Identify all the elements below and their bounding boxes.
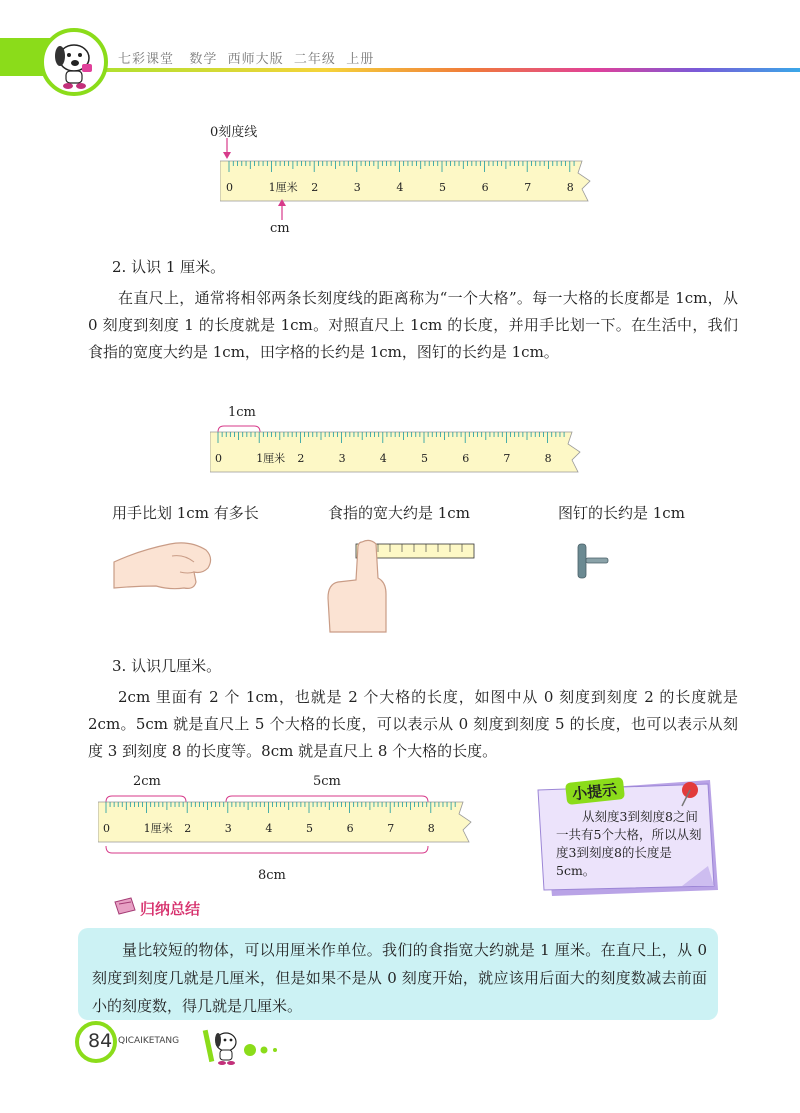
section-2-heading: 2. 认识 1 厘米。 <box>112 258 226 276</box>
thumbtack-illustration <box>574 538 614 584</box>
ruler-tick-label: 3 <box>353 181 361 194</box>
footer-mascot-icon <box>200 1020 290 1068</box>
ruler-tick-label: 8 <box>544 452 552 465</box>
ruler-tick-label: 0 <box>215 452 222 465</box>
summary-text: 量比较短的物体，可以用厘米作单位。我们的食指宽大约就是 1 厘米。在直尺上，从 0 刻度到刻度几就是几厘米，但是如果不是从 0 刻度开始，就应该用后面大的刻度数减去前面小的刻度数，得几就是几厘米。 <box>92 941 707 1015</box>
ruler-tick-label: 3 <box>224 822 232 835</box>
ruler-tick-label: 8 <box>427 822 435 835</box>
ruler-3-bottom-bracket <box>98 844 443 860</box>
ruler-tick-label: 7 <box>387 822 395 835</box>
header-title: 七彩课堂 数学 西师大版 二年级 上册 <box>118 52 375 67</box>
ruler-tick-label: 3 <box>338 452 346 465</box>
ruler-tick-label: 4 <box>265 822 273 835</box>
ruler-2 <box>210 430 590 482</box>
ruler-tick-label: 2 <box>184 822 192 835</box>
ruler-tick-label: 6 <box>346 822 354 835</box>
cm-arrow <box>277 198 287 220</box>
finger-ruler-illustration <box>326 538 476 638</box>
cm-label: cm <box>270 221 290 236</box>
ruler-tick-label: 8 <box>566 181 574 194</box>
ruler-tick-label: 4 <box>379 452 387 465</box>
caption-finger: 食指的宽大约是 1cm <box>328 504 470 522</box>
ruler-tick-label: 1厘米 <box>143 822 173 835</box>
zero-line-arrow <box>222 138 232 160</box>
label-8cm: 8cm <box>258 868 286 883</box>
ruler-tick-label: 0 <box>226 181 233 194</box>
ruler-tick-label: 5 <box>421 452 428 465</box>
caption-pin: 图钉的长约是 1cm <box>558 504 685 522</box>
label-5cm: 5cm <box>313 774 341 789</box>
section-3-body: 2cm 里面有 2 个 1cm，也就是 2 个大格的长度，如图中从 0 刻度到刻度 2 的长度就是 2cm。5cm 就是直尺上 5 个大格的长度，可以表示从 0 刻度到刻度 5 的长度，也可以表示从刻度 3 到刻度 8 的长度等。8cm 就是直尺上 8 个大格的长度。 <box>88 688 738 760</box>
ruler-tick-label: 2 <box>311 181 319 194</box>
footer-brand: QICAIKETANG <box>118 1036 180 1046</box>
summary-icon <box>113 896 137 916</box>
ruler-tick-label: 6 <box>462 452 470 465</box>
ruler-tick-label: 4 <box>396 181 404 194</box>
summary-heading: 归纳总结 <box>140 900 201 918</box>
mascot-dog-logo <box>38 28 110 96</box>
page-number: 84 <box>88 1030 113 1052</box>
ruler-tick-label: 1厘米 <box>268 181 298 194</box>
caption-hand: 用手比划 1cm 有多长 <box>112 504 259 522</box>
label-2cm: 2cm <box>133 774 161 789</box>
ruler-tick-label: 2 <box>297 452 305 465</box>
ruler-3 <box>98 800 480 850</box>
ruler-tick-label: 7 <box>503 452 511 465</box>
ruler-tick-label: 7 <box>524 181 532 194</box>
ruler-tick-label: 0 <box>103 822 110 835</box>
ruler-tick-label: 6 <box>481 181 489 194</box>
tip-text: 从刻度3到刻度8之间一共有5个大格，所以从刻度3到刻度8的长度是5cm。 <box>556 809 702 878</box>
ruler-tick-label: 5 <box>306 822 313 835</box>
ruler-tick-label: 5 <box>439 181 446 194</box>
section-2-body: 在直尺上，通常将相邻两条长刻度线的距离称为“一个大格”。每一大格的长度都是 1cm，从 0 刻度到刻度 1 的长度就是 1cm。对照直尺上 1cm 的长度，并用手比划一下。在生活中，我们食指的宽度大约是 1cm，田字格的长约是 1cm，图钉的长约是 1cm。 <box>88 289 738 361</box>
hand-pinch-illustration <box>110 528 220 608</box>
section-3-heading: 3. 认识几厘米。 <box>112 657 222 675</box>
ruler-2-bracket-label: 1cm <box>228 405 256 420</box>
tip-title: 小提示 <box>571 780 618 804</box>
zero-line-label: 0刻度线 <box>210 125 258 140</box>
ruler-tick-label: 1厘米 <box>256 452 286 465</box>
